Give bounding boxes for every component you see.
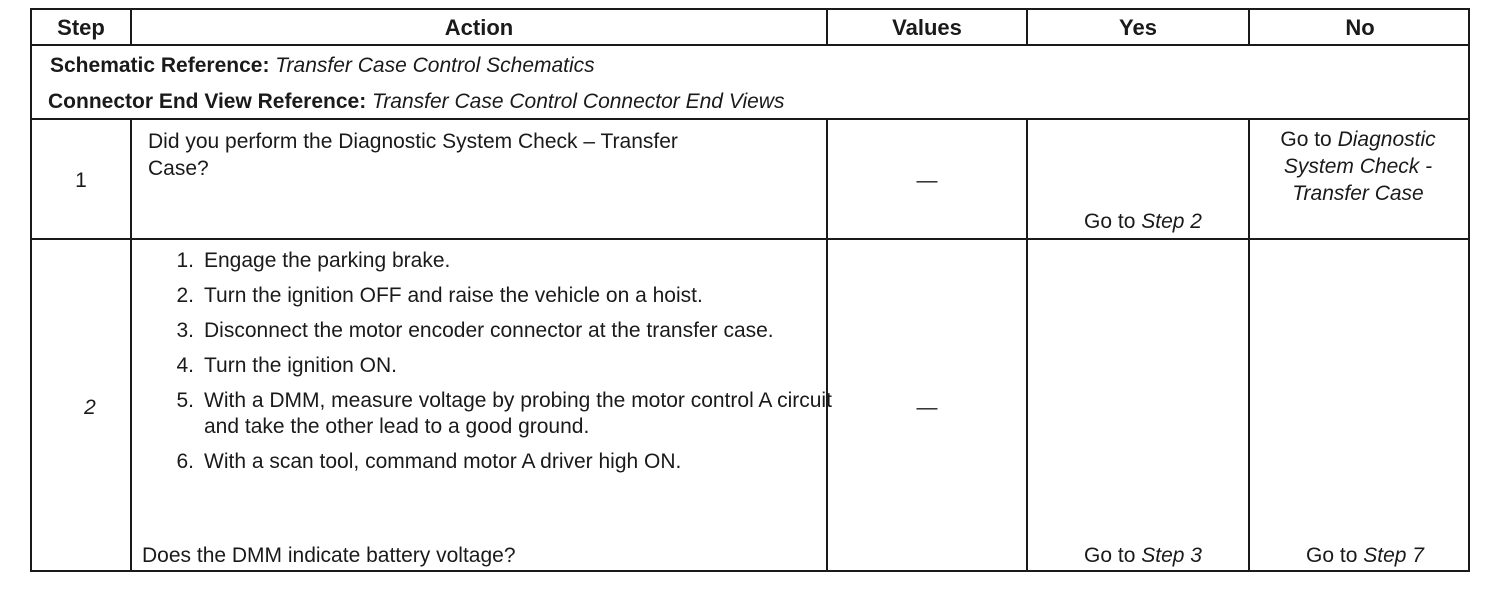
procedure-step-text: With a scan tool, command motor A driver high ON. <box>204 450 682 473</box>
row2-no-link[interactable]: Step 7 <box>1363 544 1424 567</box>
schematic-reference-label: Schematic Reference: <box>50 54 270 77</box>
row2-no <box>1250 542 1480 569</box>
row2-yes <box>1028 542 1258 569</box>
procedure-step <box>166 283 866 309</box>
row1-no <box>1258 126 1458 207</box>
procedure-step-number: 3. <box>176 319 194 342</box>
procedure-step <box>166 318 784 344</box>
procedure-step <box>166 248 866 274</box>
header-no: No <box>1345 15 1375 40</box>
row-divider <box>32 118 1468 120</box>
procedure-step <box>166 388 844 440</box>
procedure-step-number: 2. <box>176 284 194 307</box>
header-values: Values <box>892 15 962 40</box>
row1-step: 1 <box>75 169 87 192</box>
row2-values: — <box>916 396 938 419</box>
row1-yes-link[interactable]: Step 2 <box>1141 210 1202 233</box>
procedure-step-number: 4. <box>176 354 194 377</box>
header-action: Action <box>444 15 514 40</box>
row-divider <box>32 238 1468 240</box>
procedure-step-text: Turn the ignition ON. <box>204 354 397 377</box>
procedure-step <box>166 449 866 475</box>
header-yes: Yes <box>1119 15 1157 40</box>
procedure-step-number: 6. <box>176 450 194 473</box>
row1-no-link[interactable]: Diagnostic System Check - Transfer Case <box>1283 128 1436 205</box>
row2-yes-prefix: Go to <box>1084 544 1136 567</box>
row2-question: Does the DMM indicate battery voltage? <box>142 544 516 567</box>
schematic-reference-link[interactable]: Transfer Case Control Schematics <box>275 54 595 77</box>
row2-step: 2 <box>84 396 96 419</box>
connector-reference-link[interactable]: Transfer Case Control Connector End Views <box>372 90 785 113</box>
row2-procedure-list <box>166 248 866 484</box>
procedure-step-text: Engage the parking brake. <box>204 249 451 272</box>
diagnostic-table <box>30 8 1470 572</box>
row1-action: Did you perform the Diagnostic System Check – Transfer Case? <box>148 130 678 180</box>
procedure-step-number: 1. <box>176 249 194 272</box>
row1-yes-prefix: Go to <box>1084 210 1136 233</box>
row2-yes-link[interactable]: Step 3 <box>1141 544 1202 567</box>
connector-reference-label: Connector End View Reference: <box>48 90 367 113</box>
procedure-step-number: 5. <box>176 389 194 412</box>
procedure-step <box>166 353 866 379</box>
row1-yes <box>1028 208 1258 235</box>
connector-reference <box>48 90 784 114</box>
schematic-reference <box>50 54 595 78</box>
column-divider <box>1026 120 1028 572</box>
column-divider <box>1248 120 1250 572</box>
column-divider <box>130 120 132 572</box>
procedure-step-text: Disconnect the motor encoder connector at the transfer case. <box>204 319 774 342</box>
row1-no-prefix: Go to <box>1280 128 1332 151</box>
header-step: Step <box>57 15 105 40</box>
row1-values: — <box>916 169 938 192</box>
procedure-step-text: Turn the ignition OFF and raise the vehicle on a hoist. <box>204 284 703 307</box>
row2-no-prefix: Go to <box>1306 544 1358 567</box>
procedure-step-text: With a DMM, measure voltage by probing the motor control A circuit and take the other lead to a good ground. <box>204 389 832 438</box>
